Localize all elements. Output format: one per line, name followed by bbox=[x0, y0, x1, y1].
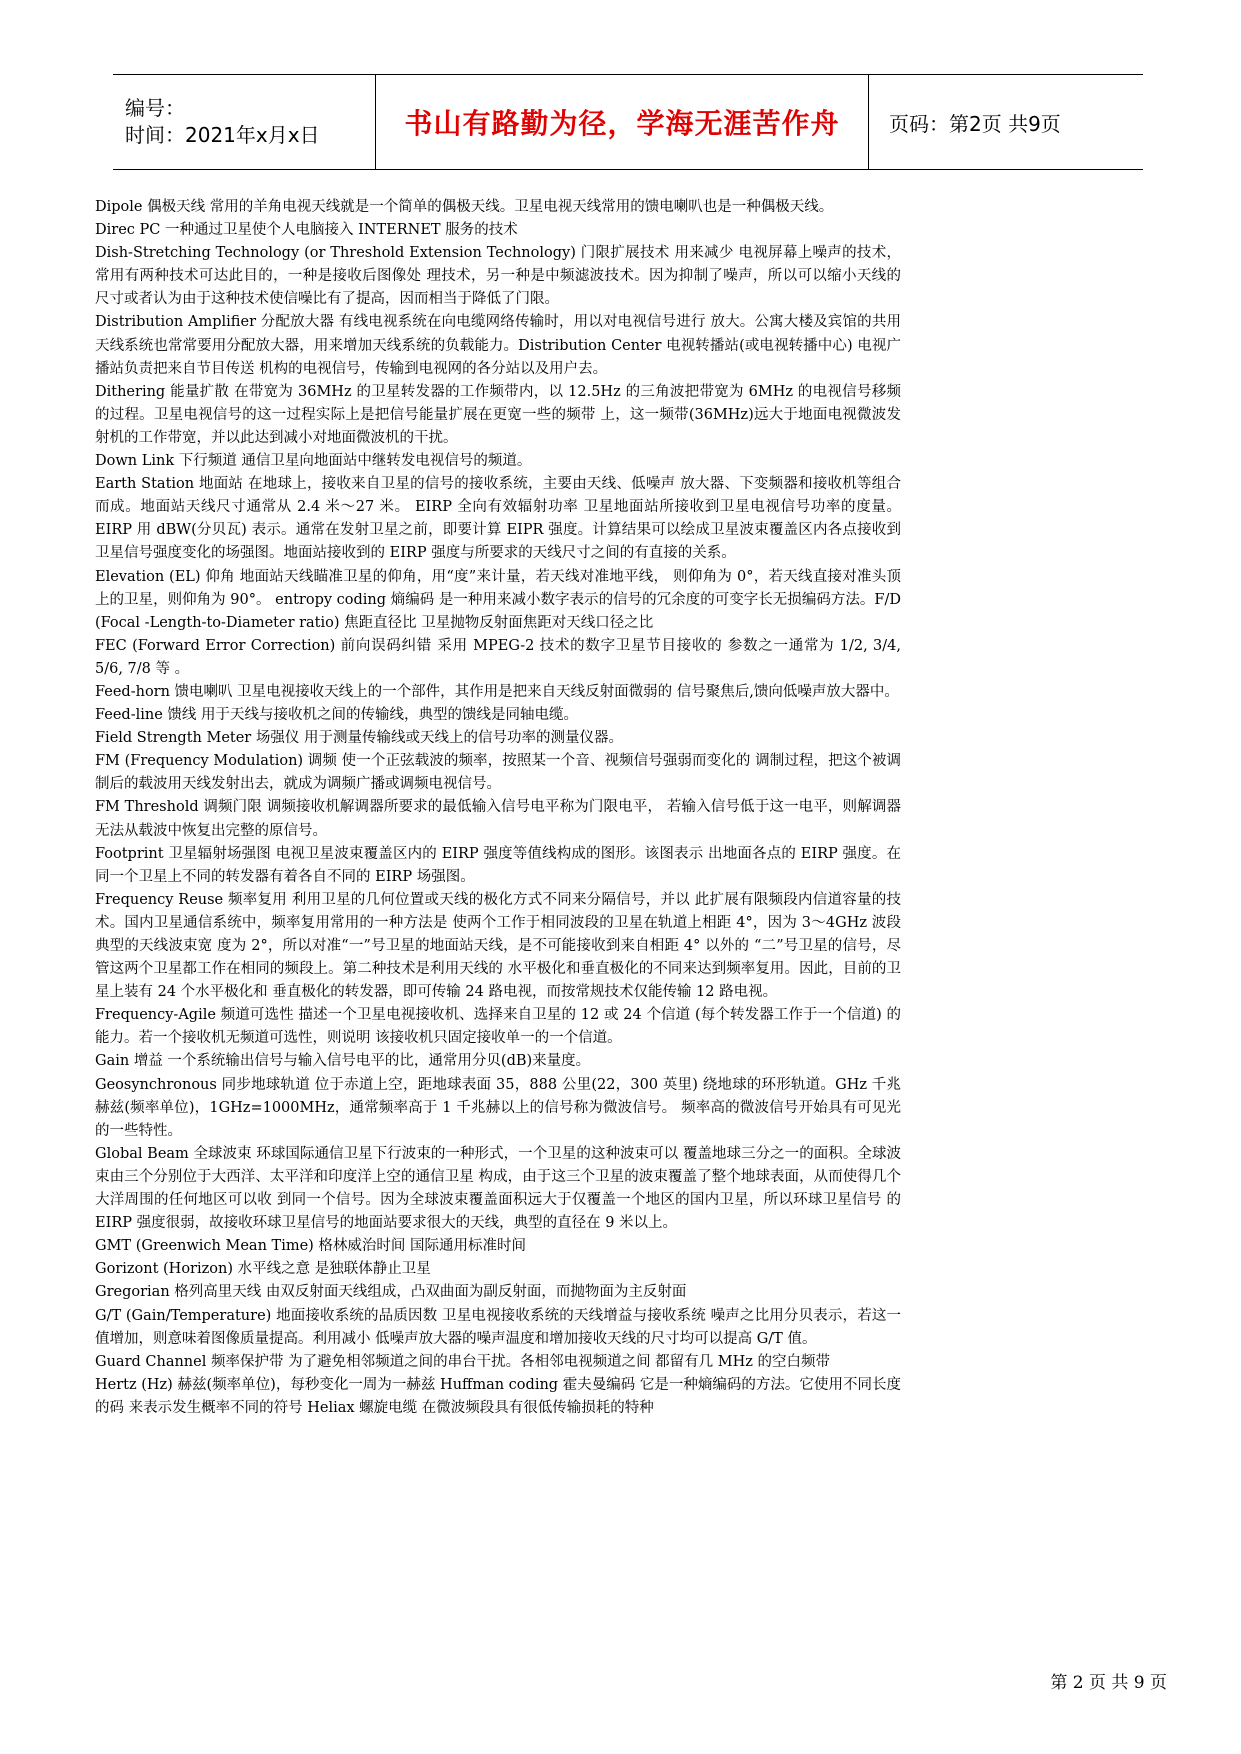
glossary-entry-global-beam: Global Beam 全球波束 环球国际通信卫星下行波束的一种形式，一个卫星的这种波束可以 覆盖地球三分之一的面积。全球波束由三个分别位于大西洋、太平洋和印度洋上空的通信卫星 构成，由于这三个卫星的波束覆盖了整个地球表面，从而使得几个大洋周围的任何地区可以收 到同一个信号。因为全球波束覆盖面积远大于仅覆盖一个地区的国内卫星，所以环球卫星信号 的 EIRP 强度很弱，故接收环球卫星信号的地面站要求很大的天线，典型的直径在 9 米以上。 bbox=[95, 1145, 901, 1232]
glossary-entry-down-link: Down Link 下行频道 通信卫星向地面站中继转发电视信号的频道。 bbox=[95, 453, 532, 470]
page-footer: 第 2 页 共 9 页 bbox=[1050, 1673, 1167, 1693]
glossary-entry-fm: FM (Frequency Modulation) 调频 使一个正弦载波的频率，按照某一个音、视频信号强弱而变化的 调制过程，把这个被调制后的载波用天线发射出去，就成为调频广播或调频电视信号。 bbox=[95, 753, 901, 793]
glossary-entry-fm-threshold: FM Threshold 调频门限 调频接收机解调器所要求的最低输入信号电平称为门限电平， 若输入信号低于这一电平，则解调器无法从载波中恢复出完整的原信号。 bbox=[95, 799, 901, 839]
glossary-entry-frequency-reuse: Frequency Reuse 频率复用 利用卫星的几何位置或天线的极化方式不同来分隔信号，并以 此扩展有限频段内信道容量的技术。国内卫星通信系统中，频率复用常用的一种方法是 使两个工作于相同波段的卫星在轨道上相距 4°，因为 3～4GHz 波段典型的天线波束宽 度为 2°，所以对准“一”号卫星的地面站天线，是不可能接收到来自相距 4° 以外的 “二”号卫星的信号，尽管这两个卫星都工作在相同的频段上。第二种技术是利用天线的 水平极化和垂直极化的不同来达到频率复用。因此，目前的卫星上装有 24 个水平极化和 垂直极化的转发器，即可传输 24 路电视，而按常规技术仅能传输 12 路电视。 bbox=[95, 891, 901, 1001]
header-page-code-cell bbox=[869, 75, 1143, 169]
glossary-entry-field-strength-meter: Field Strength Meter 场强仪 用于测量传输线或天线上的信号功率的测量仪器。 bbox=[95, 730, 623, 747]
glossary-entry-gorizont: Gorizont (Horizon) 水平线之意 是独联体静止卫星 bbox=[95, 1261, 431, 1278]
header-motto-cell bbox=[375, 75, 869, 169]
glossary-entry-feed-line: Feed-line 馈线 用于天线与接收机之间的传输线，典型的馈线是同轴电缆。 bbox=[95, 707, 579, 724]
glossary-entry-direc-pc: Direc PC 一种通过卫星使个人电脑接入 INTERNET 服务的技术 bbox=[95, 222, 518, 239]
glossary-entry-dish-stretching: Dish-Stretching Technology (or Threshold Extension Technology) 门限扩展技术 用来减少 电视屏幕上噪声的技术，常用有两种技术可达此目的，一种是接收后图像处 理技术，另一种是中频滤波技术。因为抑制了噪声，所以可以缩小天线的 尺寸或者认为由于这种技术使信噪比有了提高，因而相当于降低了门限。 bbox=[95, 245, 901, 308]
glossary-entry-frequency-agile: Frequency-Agile 频道可选性 描述一个卫星电视接收机、选择来自卫星的 12 或 24 个信道 (每个转发器工作于一个信道) 的能力。若一个接收机无频道可选性，则说明 该接收机只固定接收单一的一个信道。 bbox=[95, 1007, 901, 1047]
glossary-entry-elevation: Elevation (EL) 仰角 地面站天线瞄准卫星的仰角，用“度”来计量，若天线对准地平线， 则仰角为 0°，若天线直接对准头顶上的卫星，则仰角为 90°。 entropy coding 熵编码 是一种用来减小数字表示的信号的冗余度的可变字长无损编码方法。F/D (Focal -Length-to-Diameter ratio) 焦距直径比 卫星抛物反射面焦距对天线口径之比 bbox=[95, 568, 901, 631]
glossary-entry-geosynchronous: Geosynchronous 同步地球轨道 位于赤道上空，距地球表面 35，888 公里(22，300 英里) 绕地球的环形轨道。GHz 千兆赫兹(频率单位)，1GHz=1000MHz，通常频率高于 1 千兆赫以上的信号称为微波信号。 频率高的微波信号开始具有可见光的一些特性。 bbox=[95, 1076, 901, 1139]
glossary-entry-earth-station: Earth Station 地面站 在地球上，接收来自卫星的信号的接收系统，主要由天线、低噪声 放大器、下变频器和接收机等组合而成。地面站天线尺寸通常从 2.4 米～27 米。 EIRP 全向有效辐射功率 卫星地面站所接收到卫星电视信号功率的度量。EIRP 用 dBW(分贝瓦) 表示。通常在发射卫星之前，即要计算 EIPR 强度。计算结果可以绘成卫星波束覆盖区内各点接收到 卫星信号强度变化的场强图。地面站接收到的 EIRP 强度与所要求的天线尺寸之间的有直接的关系。 bbox=[95, 476, 901, 562]
glossary-entry-feed-horn: Feed-horn 馈电喇叭 卫星电视接收天线上的一个部件，其作用是把来自天线反射面微弱的 信号聚焦后,馈向低噪声放大器中。 bbox=[95, 683, 899, 700]
glossary-entry-gmt: GMT (Greenwich Mean Time) 格林威治时间 国际通用标准时间 bbox=[95, 1238, 527, 1255]
header-motto: 书山有路勤为径，学海无涯苦作舟 bbox=[404, 107, 840, 140]
glossary-entry-gregorian: Gregorian 格列高里天线 由双反射面天线组成，凸双曲面为副反射面，而抛物面为主反射面 bbox=[95, 1284, 687, 1301]
glossary-entry-dithering: Dithering 能量扩散 在带宽为 36MHz 的卫星转发器的工作频带内，以 12.5Hz 的三角波把带宽为 6MHz 的电视信号移频的过程。卫星电视信号的这一过程实际上是把信号能量扩展在更宽一些的频带 上，这一频带(36MHz)远大于地面电视微波发射机的工作带宽，并以此达到减小对地面微波机的干扰。 bbox=[95, 383, 901, 446]
page-header bbox=[113, 74, 1143, 170]
document-number-label: 编号： bbox=[125, 96, 185, 120]
glossary-entry-dipole: Dipole 偶极天线 常用的羊角电视天线就是一个简单的偶极天线。卫星电视天线常用的馈电喇叭也是一种偶极天线。 bbox=[95, 199, 834, 215]
glossary-entry-footprint: Footprint 卫星辐射场强图 电视卫星波束覆盖区内的 EIRP 强度等值线构成的图形。该图表示 出地面各点的 EIRP 强度。在同一个卫星上不同的转发器有着各自不同的 EIRP 场强图。 bbox=[95, 845, 901, 885]
glossary-entry-hertz: Hertz (Hz) 赫兹(频率单位)，每秒变化一周为一赫兹 Huffman coding 霍夫曼编码 它是一种熵编码的方法。它使用不同长度的码 来表示发生概率不同的符号 Heliax 螺旋电缆 在微波频段具有很低传输损耗的特种 bbox=[95, 1376, 901, 1416]
glossary-body bbox=[95, 196, 901, 1420]
glossary-entry-guard-channel: Guard Channel 频率保护带 为了避免相邻频道之间的串台干扰。各相邻电视频道之间 都留有几 MHz 的空白频带 bbox=[95, 1353, 831, 1370]
document-time: 时间：2021年x月x日 bbox=[125, 123, 320, 147]
header-meta bbox=[113, 75, 375, 169]
glossary-entry-g-t: G/T (Gain/Temperature) 地面接收系统的品质因数 卫星电视接收系统的天线增益与接收系统 噪声之比用分贝表示，若这一值增加，则意味着图像质量提高。利用减小 低噪声放大器的噪声温度和增加接收天线的尺寸均可以提高 G/T 值。 bbox=[95, 1307, 901, 1347]
header-page-code: 页码：第2页 共9页 bbox=[889, 111, 1061, 136]
glossary-entry-fec: FEC (Forward Error Correction) 前向误码纠错 采用 MPEG-2 技术的数字卫星节目接收的 参数之一通常为 1/2, 3/4, 5/6, 7/8 等 。 bbox=[95, 637, 901, 677]
glossary-entry-distribution-amplifier: Distribution Amplifier 分配放大器 有线电视系统在向电缆网络传输时，用以对电视信号进行 放大。公寓大楼及宾馆的共用天线系统也常常要用分配放大器，用来增加天线系统的负载能力。Distribution Center 电视转播站(或电视转播中心) 电视广播站负责把来自节目传送 机构的电视信号，传输到电视网的各分站以及用户去。 bbox=[95, 314, 901, 377]
glossary-entry-gain: Gain 增益 一个系统输出信号与输入信号电平的比，通常用分贝(dB)来量度。 bbox=[95, 1053, 591, 1070]
